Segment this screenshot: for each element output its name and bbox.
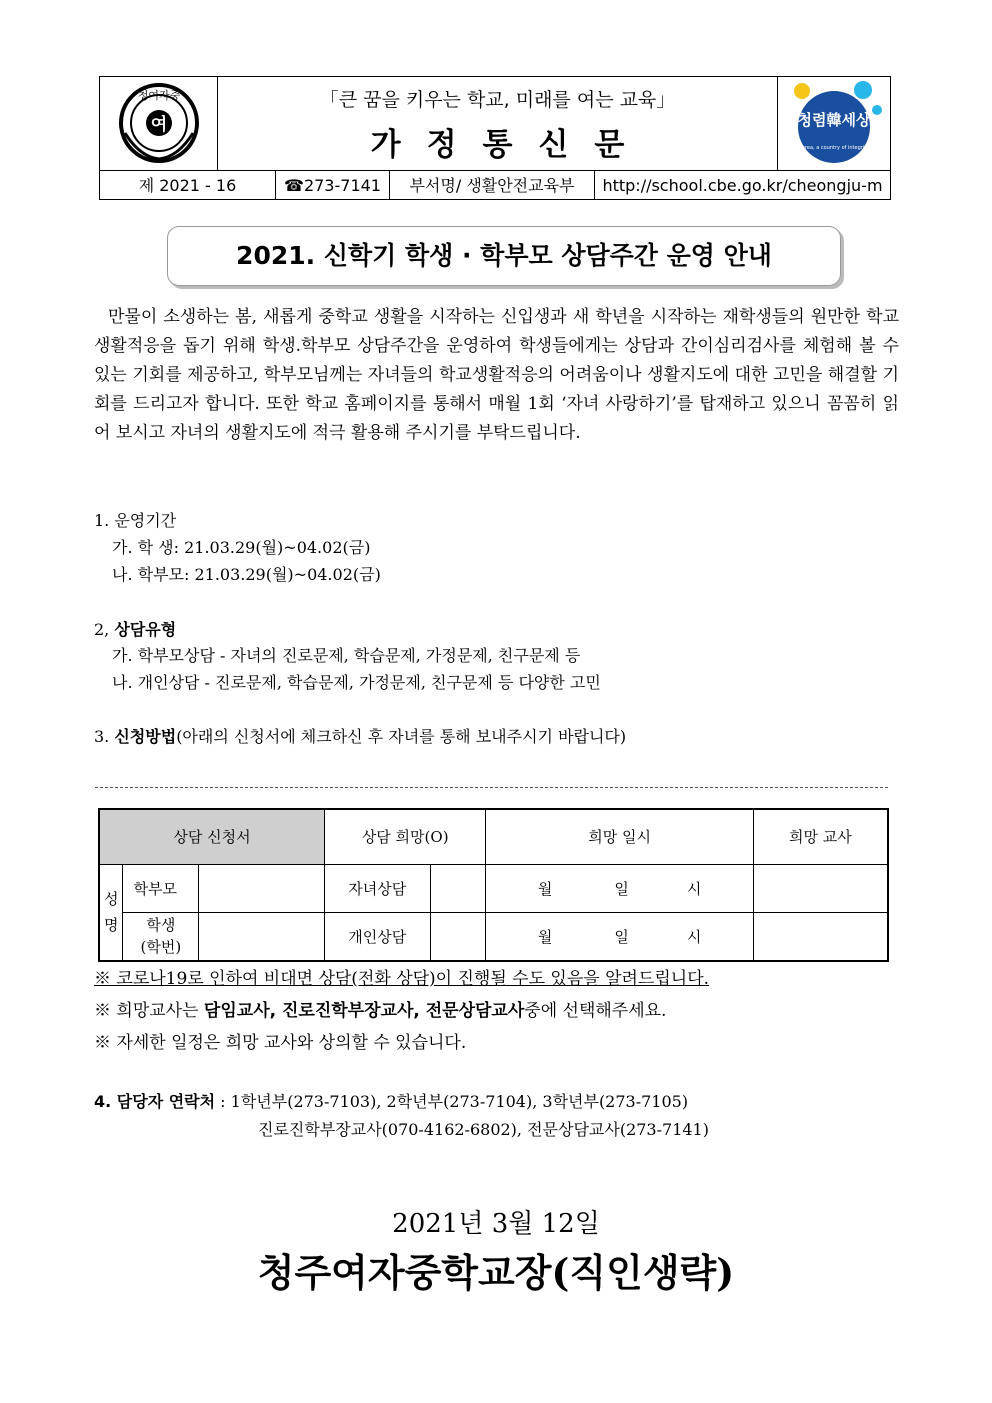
day-label: 일 [614,927,629,946]
student-label: 학생 [146,916,176,935]
section-period-title: 1. 운영기간 [94,511,177,530]
student-name-field[interactable] [199,912,325,961]
name-label-char1: 성 [103,890,119,909]
logo-sub-text: Korea, a country of integrity [798,145,870,151]
header-center [218,77,777,170]
phone-number: ☎273-7141 [276,171,390,200]
note-teacher-suffix: 중에 선택해주세요. [524,1001,667,1021]
section-apply-number: 3. [94,727,110,746]
cut-line [95,787,888,788]
intro-paragraph [94,303,899,448]
contact-sep: : [215,1092,231,1111]
intro-text: 만물이 소생하는 봄, 새롭게 중학교 생활을 시작하는 신입생과 새 학년을 시작하는 재학생들의 원만한 학교생활적응을 돕기 위해 학생.학부모 상담주간을 운영하여 학생들에게는 상담과 간이심리검사를 체험해 볼 수 있는 기회를 제공하고, 학부모님께는 자녀들의 학교생활적응의 어려움이나 생활지도에 대한 고민을 해결할 기회를 드리고자 합니다. 또한 학교 홈페이지를 통해서 매월 1회 ‘자녀 사랑하기’를 탑재하고 있으니 꼼꼼히 읽어 보시고 자녀의 생활지도에 적극 활용해 주시기를 부탁드립니다. [94,307,899,443]
type-parent-consult: 자녀상담 [324,864,430,912]
contact-line1 [94,1089,688,1112]
period-parent: 나. 학부모: 21.03.29(월)~04.02(금) [112,565,381,584]
note-covid: ※ 코로나19로 인하여 비대면 상담(전화 상담)이 진행될 수도 있음을 알려드립니다. [94,969,710,989]
school-emblem [100,77,218,170]
section-type-label: 상담유형 [114,620,177,639]
parent-datetime-field[interactable] [486,864,753,912]
parent-name-field[interactable] [199,864,325,912]
school-url[interactable]: http://school.cbe.go.kr/cheongju-m [602,176,883,195]
contact-title: 4. 담당자 연락처 [94,1092,216,1111]
hour-label: 시 [686,927,702,946]
issue-number: 제 2021 - 16 [100,171,276,200]
section-type-number: 2, [94,620,110,639]
note-schedule: ※ 자세한 일정은 희망 교사와 상의할 수 있습니다. [94,1033,467,1053]
contact-grades: 1학년부(273-7103), 2학년부(273-7104), 3학년부(273-7105) [230,1092,689,1111]
note-teacher-options: 담임교사, 진로진학부장교사, 전문상담교사 [203,1001,525,1021]
parent-wish-check[interactable] [430,864,486,912]
contact-line2: 진로진학부장교사(070-4162-6802), 전문상담교사(273-7141) [258,1120,709,1139]
issue-date: 2021년 3월 12일 [392,1209,600,1239]
student-id-label: (학번) [140,938,182,957]
hour-label: 시 [686,879,702,898]
student-datetime-field[interactable] [486,912,753,961]
section-apply-label: 신청방법 [114,727,177,746]
month-label: 월 [537,927,553,946]
slogan: 「큰 꿈을 키우는 학교, 미래를 여는 교육」 [319,89,676,111]
section-apply [94,724,626,747]
name-label [99,864,123,961]
row-student-label [123,912,199,961]
integrity-logo [777,77,890,170]
row-parent-label: 학부모 [123,864,199,912]
day-label: 일 [614,879,629,898]
parent-teacher-field[interactable] [753,864,888,912]
form-header-title: 상담 신청서 [99,809,324,864]
note-teacher-prefix: ※ 희망교사는 [94,1001,204,1021]
letterhead [99,76,891,200]
department: 부서명/ 생활안전교육부 [390,171,595,200]
type-personal-consult: 개인상담 [324,912,430,961]
form-header-datetime: 희망 일시 [486,809,753,864]
application-form [98,808,889,962]
name-label-char2: 명 [103,916,119,935]
form-header-teacher: 희망 교사 [753,809,888,864]
period-student: 가. 학 생: 21.03.29(월)~04.02(금) [112,538,371,557]
student-wish-check[interactable] [430,912,486,961]
page-title: 가정통신문 [370,127,651,163]
note-teacher [94,996,666,1021]
emblem-char: 여 [150,115,168,135]
type-personal: 나. 개인상담 - 진로문제, 학습문제, 가정문제, 친구문제 등 다양한 고민 [112,673,601,692]
type-parent: 가. 학부모상담 - 자녀의 진로문제, 학습문제, 가정문제, 친구문제 등 [112,646,581,665]
logo-main-text: 청렴韓세상 [797,111,871,129]
student-teacher-field[interactable] [753,912,888,961]
form-header-wish: 상담 희망(O) [324,809,486,864]
header-info-row [100,170,890,200]
section-type-title [94,617,176,640]
section-apply-desc: (아래의 신청서에 체크하신 후 자녀를 통해 보내주시기 바랍니다) [176,727,627,746]
emblem-ring-text: 청여자중 [137,89,181,102]
notice-title: 2021. 신학기 학생 · 학부모 상담주간 운영 안내 [167,226,841,286]
month-label: 월 [537,879,553,898]
principal-signature: 청주여자중학교장(직인생략) [257,1250,735,1295]
